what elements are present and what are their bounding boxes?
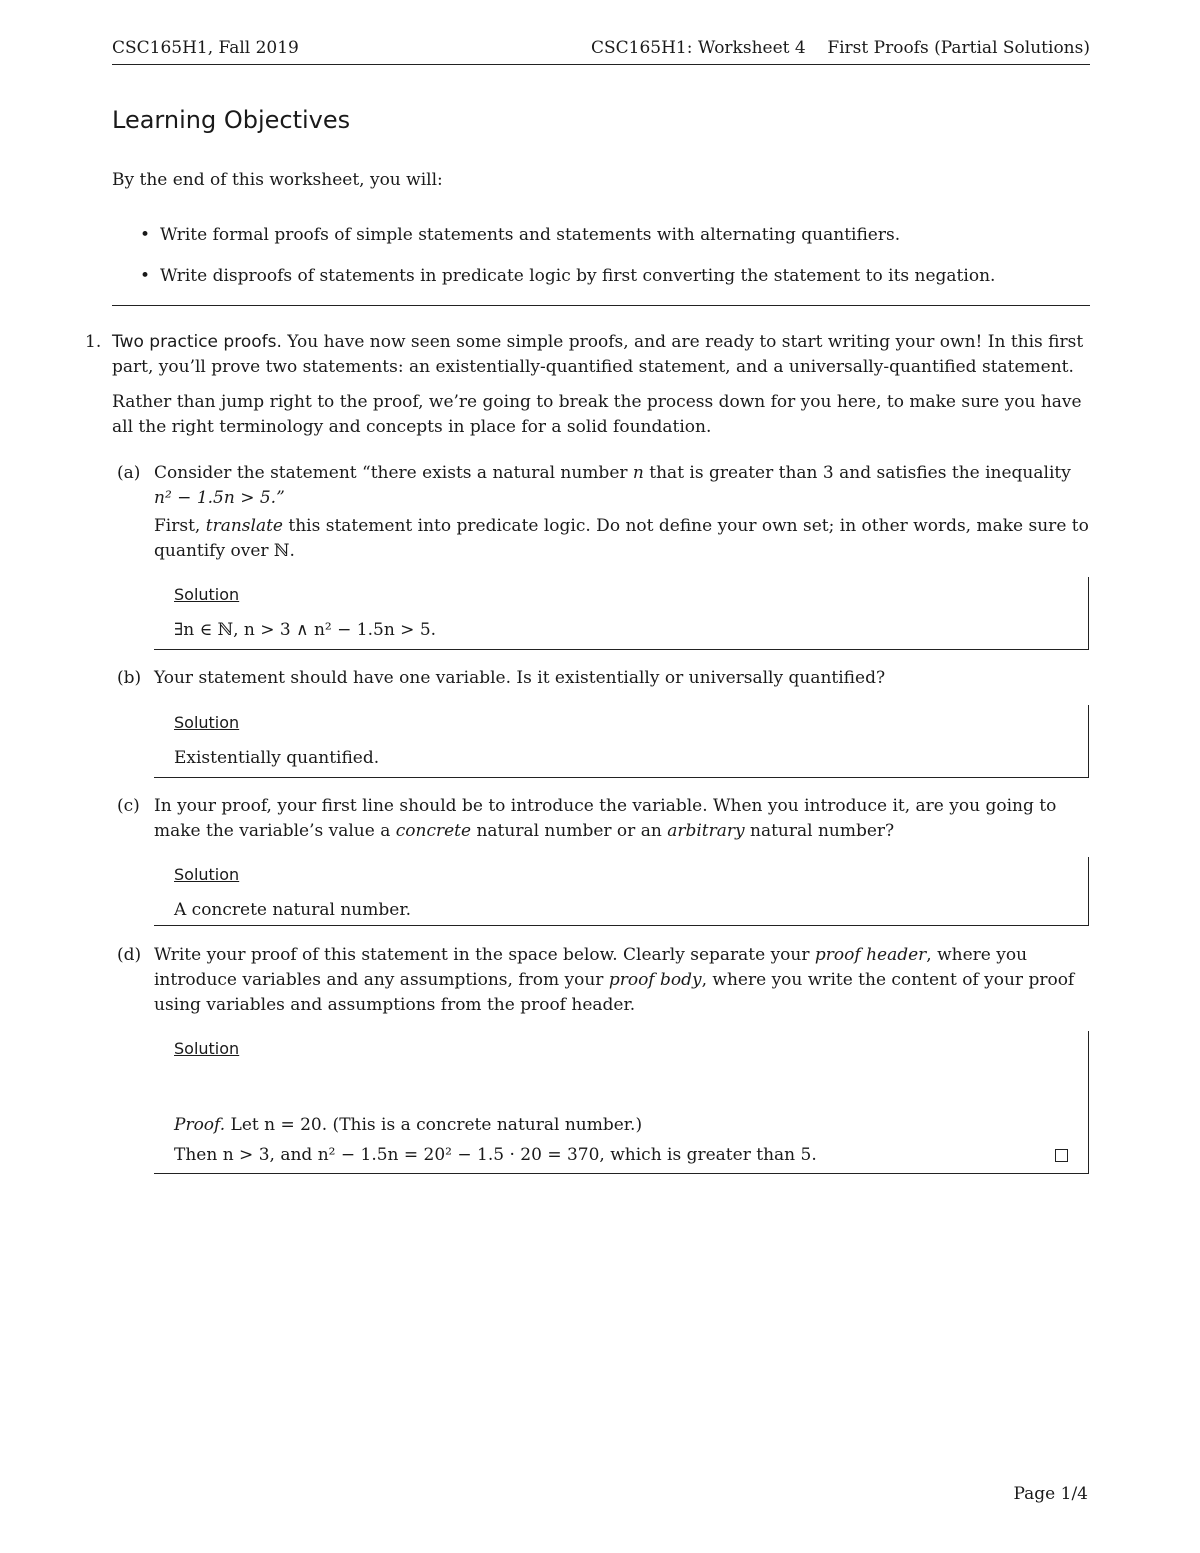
solution-title: Solution: [174, 865, 240, 884]
solution-title: Solution: [174, 713, 240, 732]
part-c-mid: natural number or an: [476, 821, 662, 841]
part-b: [112, 666, 1090, 691]
part-d-text3: , where you write the content of your proof using variables and assumptions from the proof header.: [154, 970, 1075, 1015]
qed-square-icon: [1055, 1149, 1068, 1162]
part-c-end: natural number?: [750, 821, 895, 841]
part-d-text: Write your proof of this statement in the space below. Clearly separate your: [154, 945, 810, 965]
translate-word: translate: [205, 516, 283, 536]
part-a-instructions: this statement into predicate logic. Do not define your own set; in other words, make sure to quantify over ℕ.: [154, 516, 1089, 561]
proof-line-1: Let n = 20. (This is a concrete natural number.): [230, 1115, 643, 1135]
solution-text: A concrete natural number.: [174, 900, 411, 920]
question-title: Two practice proofs.: [112, 332, 282, 352]
part-a-first: First,: [154, 516, 201, 536]
part-b-text: Your statement should have one variable. Is it existentially or universally quantified?: [154, 668, 886, 688]
question-number: 1.: [85, 332, 102, 352]
inequality: n² − 1.5n > 5.”: [154, 488, 285, 508]
part-d: [112, 943, 1090, 1018]
part-label: (c): [117, 796, 140, 816]
course-label: CSC165H1, Fall 2019: [112, 38, 299, 58]
part-a-text: Consider the statement “there exists a natural number: [154, 463, 628, 483]
part-c-text: In your proof, your first line should be to introduce the variable. When you introduce it, are you going to make the variable’s value a: [154, 796, 1057, 841]
objectives-title: Learning Objectives: [112, 106, 351, 134]
part-label: (d): [117, 945, 142, 965]
proof-header-term: proof header: [814, 945, 927, 965]
proof-body-term: proof body: [608, 970, 702, 990]
part-a-text-cont: that is greater than 3 and satisfies the inequality: [649, 463, 1071, 483]
page-number: Page 1/4: [1013, 1484, 1088, 1504]
solution-box-a: [154, 577, 1089, 650]
arbitrary-word: arbitrary: [667, 821, 745, 841]
question-1: [85, 330, 1090, 440]
objectives-list: [140, 224, 1080, 306]
solution-text: ∃n ∈ ℕ, n > 3 ∧ n² − 1.5n > 5.: [174, 620, 437, 640]
part-label: (b): [117, 668, 142, 688]
objective-item: • Write disproofs of statements in predicate logic by first converting the statement to its negation.: [140, 265, 1080, 287]
concrete-word: concrete: [395, 821, 472, 841]
question-intro: You have now seen some simple proofs, and are ready to start writing your own! In this first part, you’ll prove two statements: an existentially-quantified statement, and a universally-quantified statement.: [112, 332, 1084, 377]
part-label: (a): [117, 463, 141, 483]
proof-line-2: Then n > 3, and n² − 1.5n = 20² − 1.5 · 20 = 370, which is greater than 5.: [174, 1145, 817, 1165]
solution-box-b: [154, 705, 1089, 778]
proof-label: Proof.: [174, 1115, 226, 1135]
objective-item: • Write formal proofs of simple statements and statements with alternating quantifiers.: [140, 224, 1080, 246]
solution-text: Existentially quantified.: [174, 748, 380, 768]
part-d-text2: , where you introduce variables and any assumptions, from your: [154, 945, 1028, 990]
page-header: [112, 36, 1090, 65]
solution-box-d: [154, 1031, 1089, 1174]
variable-n: n: [632, 463, 644, 483]
question-paragraph: Rather than jump right to the proof, we’re going to break the process down for you here, to make sure you have all the right terminology and concepts in place for a solid foundation.: [112, 392, 1082, 437]
solution-title: Solution: [174, 1039, 240, 1058]
solution-box-c: [154, 857, 1089, 926]
section-divider: [112, 305, 1090, 306]
solution-title: Solution: [174, 585, 240, 604]
worksheet-label: CSC165H1: Worksheet 4 First Proofs (Partial Solutions): [591, 38, 1090, 58]
part-c: [112, 794, 1090, 844]
objectives-intro: By the end of this worksheet, you will:: [112, 170, 443, 190]
part-a: [112, 461, 1090, 564]
